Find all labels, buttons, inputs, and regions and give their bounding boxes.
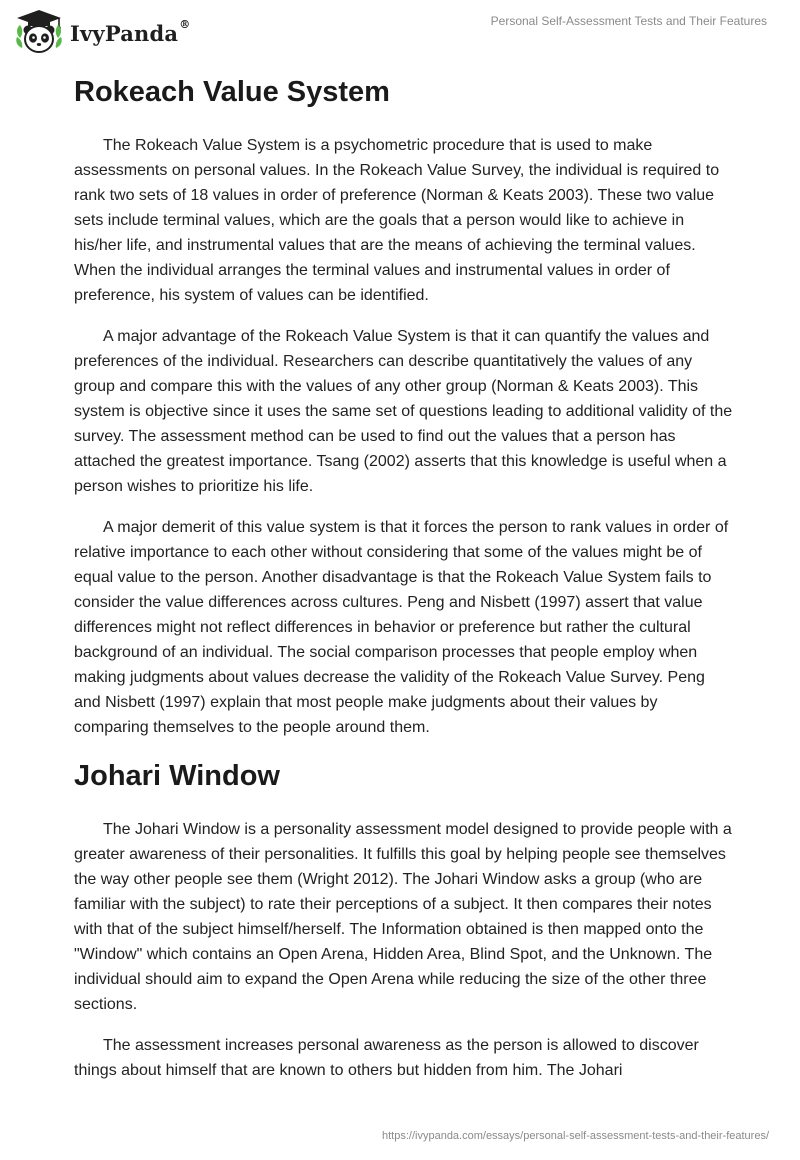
brand-logo[interactable] bbox=[14, 8, 190, 56]
essay-content bbox=[74, 70, 734, 1083]
section-johari-window bbox=[74, 754, 734, 1083]
registered-mark: ® bbox=[179, 17, 191, 31]
brand-name: IvyPanda® bbox=[70, 17, 191, 46]
paragraph: A major advantage of the Rokeach Value System is that it can quantify the values and preferences of the individual. Researchers can describe quantitatively the values of any group and compare this with the values of any other group (Norman & Keats 2003). This system is objective since it uses the same set of questions leading to additional validity of the survey. The assessment method can be used to find out the values that a person has attached the greatest importance. Tsang (2002) asserts that this knowledge is useful when a person wishes to prioritize his life. bbox=[74, 328, 733, 495]
paragraph: A major demerit of this value system is that it forces the person to rank values in order of relative importance to each other without considering that some of the values might be of equal value to the person. Another disadvantage is that the Rokeach Value System fails to consider the value differences across cultures. Peng and Nisbett (1997) assert that value differences might not reflect differences in behavior or preference but rather the cultural background of an individual. The social comparison processes that people employ when making judgments about values decrease the validity of the Rokeach Value Survey. Peng and Nisbett (1997) explain that most people make judgments about their values by comparing themselves to the people around them. bbox=[74, 519, 729, 736]
section-rokeach-value-system bbox=[74, 70, 734, 740]
section-heading: Rokeach Value System bbox=[74, 76, 390, 108]
paragraph: The Johari Window is a personality assessment model designed to provide people with a greater awareness of their personalities. It fulfills this goal by helping people see themselves the way other people see them (Wright 2012). The Johari Window asks a group (who are familiar with the subject) to rate their perceptions of a subject. It then compares their notes with that of the subject himself/herself. The Information obtained is then mapped onto the "Window" which contains an Open Arena, Hidden Area, Blind Spot, and the Unknown. The individual should aim to expand the Open Arena while reducing the size of the other three sections. bbox=[74, 821, 732, 1013]
source-url[interactable]: https://ivypanda.com/essays/personal-self-assessment-tests-and-their-features/ bbox=[382, 1130, 769, 1142]
panda-graduate-icon bbox=[14, 8, 64, 56]
document-title: Personal Self-Assessment Tests and Their Features bbox=[490, 14, 767, 28]
page-header bbox=[0, 0, 800, 62]
paragraph: The assessment increases personal awareness as the person is allowed to discover things about himself that are known to others but hidden from him. The Johari bbox=[74, 1037, 699, 1079]
section-heading: Johari Window bbox=[74, 760, 280, 792]
paragraph: The Rokeach Value System is a psychometric procedure that is used to make assessments on personal values. In the Rokeach Value Survey, the individual is required to rank two sets of 18 values in order of preference (Norman & Keats 2003). These two value sets include terminal values, which are the goals that a person would like to achieve in his/her life, and instrumental values that are the means of achieving the terminal values. When the individual arranges the terminal values and instrumental values in order of preference, his system of values can be identified. bbox=[74, 137, 720, 304]
